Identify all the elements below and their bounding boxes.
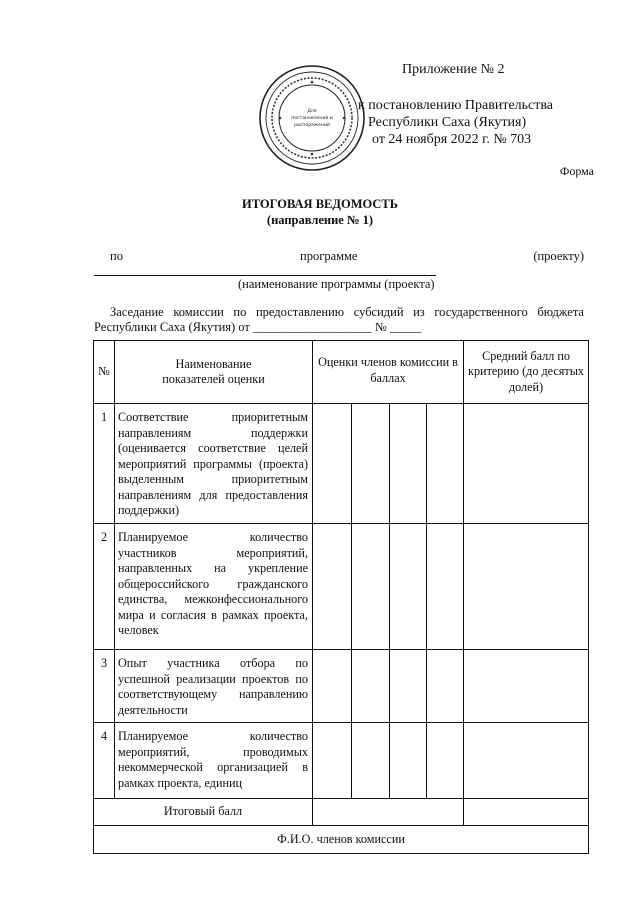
program-word-po: по <box>110 249 123 263</box>
table-row <box>94 723 589 799</box>
total-scores-cell <box>313 799 464 826</box>
row-criterion: Планируемое количество мероприятий, проводимых некоммерческой организацией в рамках проекта, единиц <box>115 723 313 799</box>
score-cell <box>390 650 427 723</box>
program-word-project: (проекту) <box>533 249 584 263</box>
row-num: 4 <box>94 723 115 799</box>
decree-line-3: от 24 ноября 2022 г. № 703 <box>372 132 532 147</box>
program-name-note: (наименование программы (проекта) <box>238 277 435 291</box>
average-cell <box>464 524 589 650</box>
svg-text:постановлений и: постановлений и <box>291 116 333 121</box>
svg-text:Для: Для <box>307 109 317 114</box>
total-average-cell <box>464 799 589 826</box>
row-criterion: Соответствие приоритетным направлениям поддержки (оценивается соответствие целей мероприятий программы (проекта) выделенным приоритетным направлениям для предоставления поддержки) <box>115 404 313 524</box>
score-cell <box>390 524 427 650</box>
score-cell <box>352 650 390 723</box>
row-num: 2 <box>94 524 115 650</box>
score-cell <box>313 650 352 723</box>
score-cell <box>427 404 464 524</box>
form-label: Форма <box>559 164 594 178</box>
score-cell <box>390 723 427 799</box>
score-cell <box>427 723 464 799</box>
header-scores: Оценки членов комиссии в баллах <box>313 341 464 404</box>
decree-line-2: Республики Саха (Якутия) <box>368 115 527 130</box>
score-cell <box>390 404 427 524</box>
document-title <box>0 196 640 228</box>
score-cell <box>313 404 352 524</box>
decree-reference <box>358 97 578 148</box>
title-line-1: ИТОГОВАЯ ВЕДОМОСТЬ <box>241 197 398 211</box>
score-cell <box>427 524 464 650</box>
table-row <box>94 650 589 723</box>
title-line-2: (направление № 1) <box>266 213 374 227</box>
official-stamp <box>258 64 366 172</box>
svg-text:распоряжений: распоряжений <box>294 123 330 128</box>
table-row <box>94 404 589 524</box>
score-cell <box>352 723 390 799</box>
stamp-seal-icon <box>258 64 366 172</box>
score-cell <box>352 524 390 650</box>
score-cell <box>352 404 390 524</box>
row-num: 1 <box>94 404 115 524</box>
header-num: № <box>94 341 115 404</box>
program-name-underline <box>94 275 436 276</box>
score-cell <box>313 723 352 799</box>
appendix-label: Приложение № 2 <box>402 62 505 77</box>
average-cell <box>464 650 589 723</box>
row-criterion: Планируемое количество участников мероприятий, направленных на укрепление общероссийского гражданского единства, межконфессионального мира и согласия в рамках проекта, человек <box>115 524 313 650</box>
meeting-text: Заседание комиссии по предоставлению субсидий из государственного бюджета Республики Саха (Якутия) от ___________________ № _____ <box>94 305 584 334</box>
table-header-row <box>94 341 589 404</box>
scores-table <box>93 340 589 854</box>
score-cell <box>427 650 464 723</box>
average-cell <box>464 404 589 524</box>
row-criterion: Опыт участника отбора по успешной реализации проектов по соответствующему направлению деятельности <box>115 650 313 723</box>
header-name: Наименование показателей оценки <box>115 341 313 404</box>
decree-line-1: к постановлению Правительства <box>358 98 554 113</box>
total-row <box>94 799 589 826</box>
row-num: 3 <box>94 650 115 723</box>
total-label: Итоговый балл <box>94 799 313 826</box>
header-average: Средний балл по критерию (до десятых долей) <box>464 341 589 404</box>
score-cell <box>313 524 352 650</box>
average-cell <box>464 723 589 799</box>
program-word-programme: программе <box>300 249 358 263</box>
members-label: Ф.И.О. членов комиссии <box>94 826 589 854</box>
members-row <box>94 826 589 854</box>
table-row <box>94 524 589 650</box>
